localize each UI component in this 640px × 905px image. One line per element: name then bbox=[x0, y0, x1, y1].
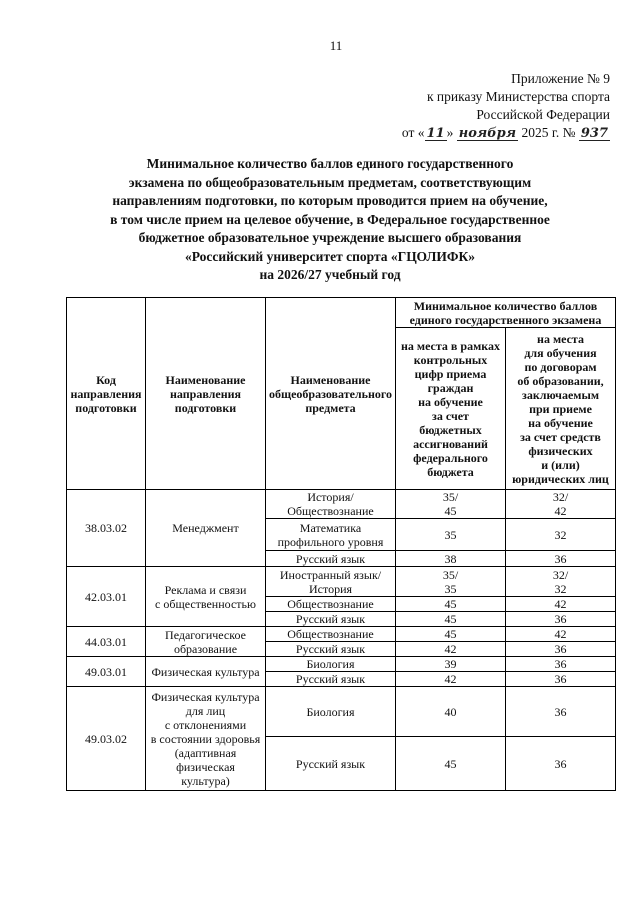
cell-subject: Биология bbox=[266, 657, 396, 672]
cell-contract: 32/ 42 bbox=[506, 490, 616, 519]
title-line: направлениям подготовки, по которым проводится прием на обучение, bbox=[112, 193, 548, 208]
page-number: 11 bbox=[329, 38, 343, 53]
cell-budget: 42 bbox=[396, 672, 506, 687]
appendix-line-1: Приложение № 9 bbox=[511, 71, 610, 86]
year-text: 2025 г. № bbox=[521, 125, 576, 140]
cell-subject: Русский язык bbox=[266, 551, 396, 567]
cell-budget: 39 bbox=[396, 657, 506, 672]
table-row bbox=[67, 657, 616, 672]
cell-contract: 32 bbox=[506, 519, 616, 551]
cell-budget: 45 bbox=[396, 627, 506, 642]
date-prefix: от « bbox=[401, 125, 425, 140]
appendix-line-3: Российской Федерации bbox=[476, 107, 610, 122]
cell-budget: 42 bbox=[396, 642, 506, 657]
cell-contract: 36 bbox=[506, 687, 616, 737]
table-row bbox=[67, 627, 616, 642]
cell-subject: Русский язык bbox=[266, 642, 396, 657]
cell-contract: 36 bbox=[506, 642, 616, 657]
cell-contract: 42 bbox=[506, 597, 616, 612]
cell-subject: Обществознание bbox=[266, 627, 396, 642]
cell-contract: 36 bbox=[506, 612, 616, 627]
title-line: бюджетное образовательное учреждение высшего образования bbox=[138, 230, 522, 245]
cell-contract: 36 bbox=[506, 657, 616, 672]
header-code: Код направления подготовки bbox=[67, 298, 146, 490]
cell-direction: Менеджмент bbox=[146, 490, 266, 567]
cell-contract: 36 bbox=[506, 672, 616, 687]
cell-budget: 38 bbox=[396, 551, 506, 567]
cell-budget: 35/ 35 bbox=[396, 567, 506, 597]
cell-budget: 45 bbox=[396, 737, 506, 791]
appendix-header bbox=[360, 70, 610, 142]
cell-subject: История/ Обществознание bbox=[266, 490, 396, 519]
header-budget: на места в рамках контрольных цифр приема граждан на обучение за счет бюджетных ассигнований федерального бюджета bbox=[396, 328, 506, 490]
title-line: «Российский университет спорта «ГЦОЛИФК» bbox=[184, 248, 476, 264]
appendix-date-line bbox=[360, 124, 610, 142]
cell-budget: 45 bbox=[396, 612, 506, 627]
appendix-line-2: к приказу Министерства спорта bbox=[426, 89, 610, 104]
cell-subject: Русский язык bbox=[266, 672, 396, 687]
cell-budget: 40 bbox=[396, 687, 506, 737]
header-subject: Наименование общеобразовательного предмета bbox=[266, 298, 396, 490]
cell-code: 49.03.02 bbox=[67, 687, 146, 791]
cell-direction: Физическая культура для лиц с отклонениями в состоянии здоровья (адаптивная физическая культура) bbox=[146, 687, 266, 791]
header-direction: Наименование направления подготовки bbox=[146, 298, 266, 490]
cell-direction: Реклама и связи с общественностью bbox=[146, 567, 266, 627]
cell-contract: 36 bbox=[506, 737, 616, 791]
table-row bbox=[67, 490, 616, 519]
table-row bbox=[67, 567, 616, 597]
cell-code: 49.03.01 bbox=[67, 657, 146, 687]
cell-contract: 42 bbox=[506, 627, 616, 642]
title-line: экзамена по общеобразовательным предметам, соответствующим bbox=[128, 174, 532, 190]
cell-contract: 36 bbox=[506, 551, 616, 567]
scores-table bbox=[66, 297, 616, 791]
header-min-score: Минимальное количество баллов единого государственного экзамена bbox=[396, 298, 616, 328]
date-mid: » bbox=[446, 125, 454, 140]
cell-code: 44.03.01 bbox=[67, 627, 146, 657]
cell-subject: Обществознание bbox=[266, 597, 396, 612]
cell-budget: 35 bbox=[396, 519, 506, 551]
cell-subject: Русский язык bbox=[266, 612, 396, 627]
cell-subject: Биология bbox=[266, 687, 396, 737]
cell-contract: 32/ 32 bbox=[506, 567, 616, 597]
cell-direction: Физическая культура bbox=[146, 657, 266, 687]
cell-budget: 45 bbox=[396, 597, 506, 612]
cell-budget: 35/ 45 bbox=[396, 490, 506, 519]
title-line: в том числе прием на целевое обучение, в Федеральное государственное bbox=[110, 211, 550, 227]
title-line: Минимальное количество баллов единого государственного bbox=[146, 156, 514, 171]
handwritten-order-number: 937 bbox=[580, 126, 608, 141]
cell-direction: Педагогическое образование bbox=[146, 627, 266, 657]
header-contract: на места для обучения по договорам об образовании, заключаемым при приеме на обучение за счет средств физических и (или) юридических лиц bbox=[506, 328, 616, 490]
cell-subject: Иностранный язык/ История bbox=[266, 567, 396, 597]
cell-code: 42.03.01 bbox=[67, 567, 146, 627]
cell-code: 38.03.02 bbox=[67, 490, 146, 567]
document-title bbox=[70, 155, 590, 285]
table-row bbox=[67, 687, 616, 737]
cell-subject: Математика профильного уровня bbox=[266, 519, 396, 551]
handwritten-month: ноября bbox=[458, 126, 517, 141]
title-line: на 2026/27 учебный год bbox=[259, 267, 401, 282]
handwritten-day: 11 bbox=[426, 126, 445, 141]
cell-subject: Русский язык bbox=[266, 737, 396, 791]
